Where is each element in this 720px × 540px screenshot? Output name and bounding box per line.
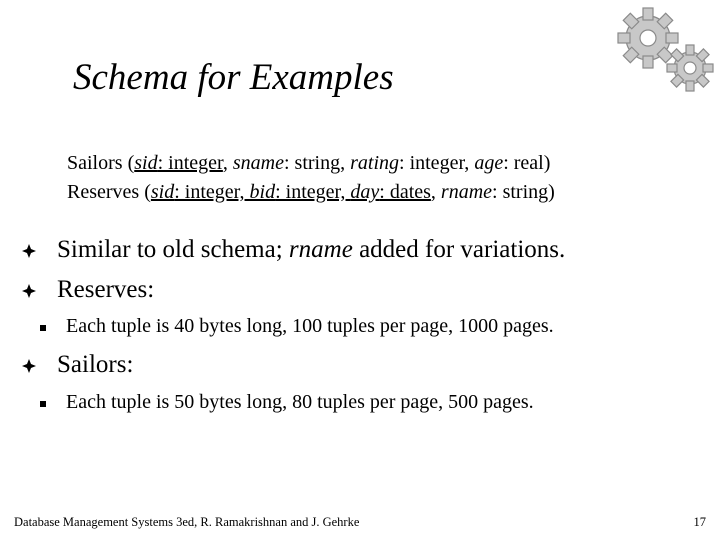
bullet-text [57, 236, 565, 264]
sailors-sid-type: : integer [157, 152, 223, 174]
bullet-text: Sailors: [57, 351, 134, 378]
schema-block [67, 149, 555, 207]
reserves-rname-attr: rname [440, 181, 493, 203]
open-paren: ( [144, 181, 151, 203]
square-bullet-icon [40, 325, 46, 331]
reserves-day-attr: day [350, 181, 380, 203]
gears-icon [606, 4, 720, 96]
sailors-sname-attr: sname [232, 152, 284, 174]
reserves-bid-attr: bid [249, 181, 276, 203]
sailors-sep: , [222, 152, 233, 174]
sailors-sname-type: : string, [283, 152, 351, 174]
sailors-age-attr: age [474, 152, 504, 174]
reserves-sid-type: : integer, [174, 181, 250, 203]
sailors-schema-line [67, 149, 555, 178]
reserves-bid-type: : integer, [275, 181, 351, 203]
reserves-day-type: : dates [379, 181, 431, 203]
sailors-sid-attr: sid [134, 152, 158, 174]
sailors-relation: Sailors [67, 152, 123, 174]
diamond-bullet-icon [22, 359, 36, 373]
sub-bullet-text: Each tuple is 50 bytes long, 80 tuples per page, 500 pages. [66, 391, 534, 413]
slide-title: Schema for Examples [73, 57, 394, 98]
open-paren: ( [127, 152, 135, 174]
sub-bullet-text: Each tuple is 40 bytes long, 100 tuples per page, 1000 pages. [66, 315, 554, 337]
sailors-rating-type: : integer, [399, 152, 475, 174]
bullet-text-italic: rname [288, 236, 353, 263]
page-number: 17 [693, 515, 706, 529]
reserves-rname-type: : string) [492, 181, 555, 203]
diamond-bullet-icon [22, 284, 36, 298]
bullet-text-pre: Similar to old schema; [57, 236, 289, 263]
bullet-text-post: added for variations. [352, 236, 566, 263]
reserves-sep: , [430, 181, 441, 203]
reserves-relation: Reserves [67, 181, 140, 203]
reserves-schema-line [67, 178, 555, 207]
footer-text: Database Management Systems 3ed, R. Ramakrishnan and J. Gehrke [14, 515, 360, 529]
diamond-bullet-icon [22, 244, 36, 258]
sailors-rating-attr: rating [350, 152, 400, 174]
bullet-text: Reserves: [57, 276, 155, 303]
sailors-age-type: : real) [503, 152, 551, 174]
reserves-sid-attr: sid [150, 181, 175, 203]
square-bullet-icon [40, 401, 46, 407]
